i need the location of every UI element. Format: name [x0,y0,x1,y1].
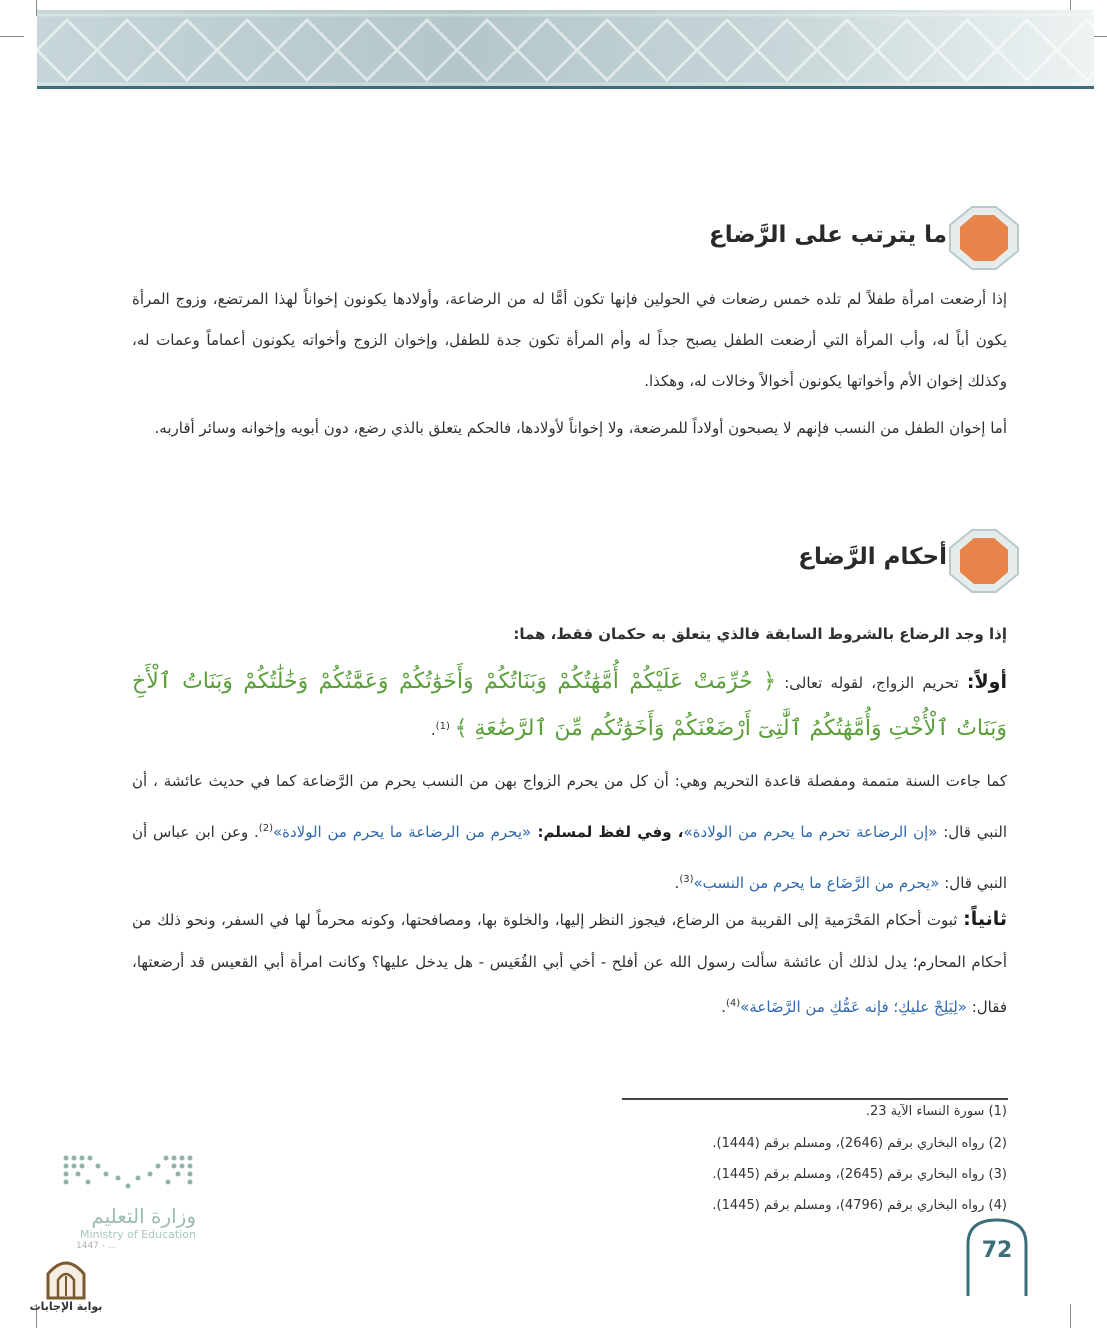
badge-label: بوابة الإجابات [29,1300,103,1313]
section-title: أحكام الرَّضاع [798,544,947,570]
quran-verse: ﴿ حُرِّمَتْ عَلَيْكُمْ أُمَّهَٰتُكُمْ وَبَنَاتُكُمْ وَأَخَوَٰتُكُمْ وَعَمَّٰتُكُمْ وَخَٰلَٰتُكُمْ وَبَنَاتُ ٱلْأَخِ وَبَنَاتُ ٱلْأُخْتِ وَأُمَّهَٰتُكُمُ ٱلَّٰتِىٓ أَرْضَعْنَكُمْ وَأَخَوَٰتُكُم مِّنَ ٱلرَّضَٰعَةِ ﴾ [132,669,1007,741]
ministry-name-ar: وزارة التعليم [91,1204,196,1228]
pattern-icon [37,10,1094,88]
hadith: «يحرم من الرضاعة ما يحرم من الولادة» [272,823,532,841]
ministry-dots-icon [58,1152,198,1194]
first-text: تحريم الزواج، لقوله تعالى: [776,674,959,692]
first-ruling: أولاً: تحريم الزواج، لقوله تعالى: ﴿ حُرِّمَتْ عَلَيْكُمْ أُمَّهَٰتُكُمْ وَبَنَاتُكُمْ وَأَخَوَٰتُكُمْ وَعَمَّٰتُكُمْ وَخَٰلَٰتُكُمْ وَبَنَاتُ ٱلْأَخِ وَبَنَاتُ ٱلْأُخْتِ وَأُمَّهَٰتُكُمُ ٱلَّٰتِىٓ أَرْضَعْنَكُمْ وَأَخَوَٰتُكُم مِّنَ ٱلرَّضَٰعَةِ ﴾ $^{(1)}$. [132,669,1007,741]
ministry-year: 1447 - ... [76,1241,117,1251]
second-text: ثبوت أحكام المَحْرَمية إلى القريبة من الرضاع، فيجوز النظر إليها، والخلوة بها، ومصافحتها، وكونه محرماً لها في السفر، ونحو ذلك من أحكام المحارم؛ يدل لذلك أن عائشة سألت رسول الله عن أفلح - أخي أبي القُعَيس - هل يدخل عليها؟ وكانت امرأة أبي القعيس قد أرضعتها، فقال: [132,911,1007,1016]
footnote: (1) سورة النساء الآية 23. [865,1104,1007,1119]
footnote-ref: (3) [679,874,694,885]
second-ruling: ثانياً: ثبوت أحكام المَحْرَمية إلى القريبة من الرضاع، فيجوز النظر إليها، والخلوة بها، ومصافحتها، وكونه محرماً لها في السفر، ونحو ذلك من أحكام المحارم؛ يدل لذلك أن عائشة سألت رسول الله عن أفلح - أخي أبي القُعَيس - هل يدخل عليها؟ وكانت امرأة أبي القعيس قد أرضعتها، فقال: «لِيَلِجْ عليكِ؛ فإنه عَمُّكِ من الرَّضَاعة»$^{(4)}$. [132,908,1007,1016]
ministry-logo [58,1152,203,1251]
paragraph: إذا أرضعت امرأة طفلاً لم تلده خمس رضعات في الحولين فإنها تكون أمًّا له من الرضاعة، وأولادها يكونون إخواناً لهذا المرتضع، وزوج المرأة يكون أباً له، وأب المرأة التي أرضعت الطفل يصبح جداً له وأم المرأة تكون جدة للطفل، وإخوان الزوج وأخواته يكونون أعماماً وعمات له، وكذلك إخوان الأم وأخواتها يكونون أخوالاً وخالات له، وهكذا. [132,290,1007,390]
badge-emblem-icon [44,1256,88,1300]
hadith: «إن الرضاعة تحرم ما يحرم من الولادة» [683,823,938,841]
page-number: 72 [981,1238,1013,1263]
intro-text: إذا وجد الرضاع بالشروط السابقة فالذي يتعلق به حكمان فقط، هما: [513,625,1007,643]
octagon-bullet-icon [948,205,1020,271]
header-rule [37,86,1094,89]
sunnah-text: كما جاءت السنة متممة ومفصلة قاعدة التحريم وهي: أن كل من يحرم الزواج بهن من النسب يحرم من الرَّضاعة كما في حديث عائشة ، أن النبي قال: [132,772,1007,841]
octagon-bullet-icon [948,528,1020,594]
footnote: (4) رواه البخاري برقم (4796)، ومسلم برقم (1445). [712,1198,1007,1213]
header-banner [37,10,1094,88]
footnote-ref: (2) [258,823,273,834]
footnote-ref: (4) [725,998,741,1009]
paragraph: أما إخوان الطفل من النسب فإنهم لا يصبحون أولاداً للمرضعة، ولا إخواناً لأولادها، فالحكم يتعلق بالذي رضع، دون أبويه وإخوانه وسائر أقاربه. [154,419,1007,437]
footnote: (2) رواه البخاري برقم (2646)، ومسلم برقم (1444). [712,1136,1007,1151]
hadith: «لِيَلِجْ عليكِ؛ فإنه عَمُّكِ من الرَّضَاعة» [740,998,967,1016]
footnote-ref: (1) [435,721,450,732]
hadith: «يحرم من الرَّضَاع ما يحرم من النسب» [693,874,940,892]
footnote-rule [622,1098,1008,1100]
label-second: ثانياً: [963,908,1007,930]
ministry-name-en: Ministry of Education [79,1228,196,1241]
label-first: أولاً: [966,671,1007,693]
section-title: ما يترتب على الرَّضاع [709,222,947,248]
crop-mark [1070,1304,1071,1328]
muslim-label: ، وفي لفظ لمسلم: [531,823,684,841]
ibn-abbas-text: . وعن ابن عباس أن النبي قال: [132,823,1007,892]
crop-mark [0,36,24,37]
footnote: (3) رواه البخاري برقم (2645)، ومسلم برقم (1445). [712,1167,1007,1182]
sunnah-paragraph: كما جاءت السنة متممة ومفصلة قاعدة التحريم وهي: أن كل من يحرم الزواج بهن من النسب يحرم من الرَّضاعة كما في حديث عائشة ، أن النبي قال: «إن الرضاعة تحرم ما يحرم من الولادة»، وفي لفظ لمسلم: «يحرم من الرضاعة ما يحرم من الولادة»$^{(2)}$. وعن ابن عباس أن النبي قال: «يحرم من الرَّضَاع ما يحرم من النسب»$^{(3)}$. [132,772,1007,892]
